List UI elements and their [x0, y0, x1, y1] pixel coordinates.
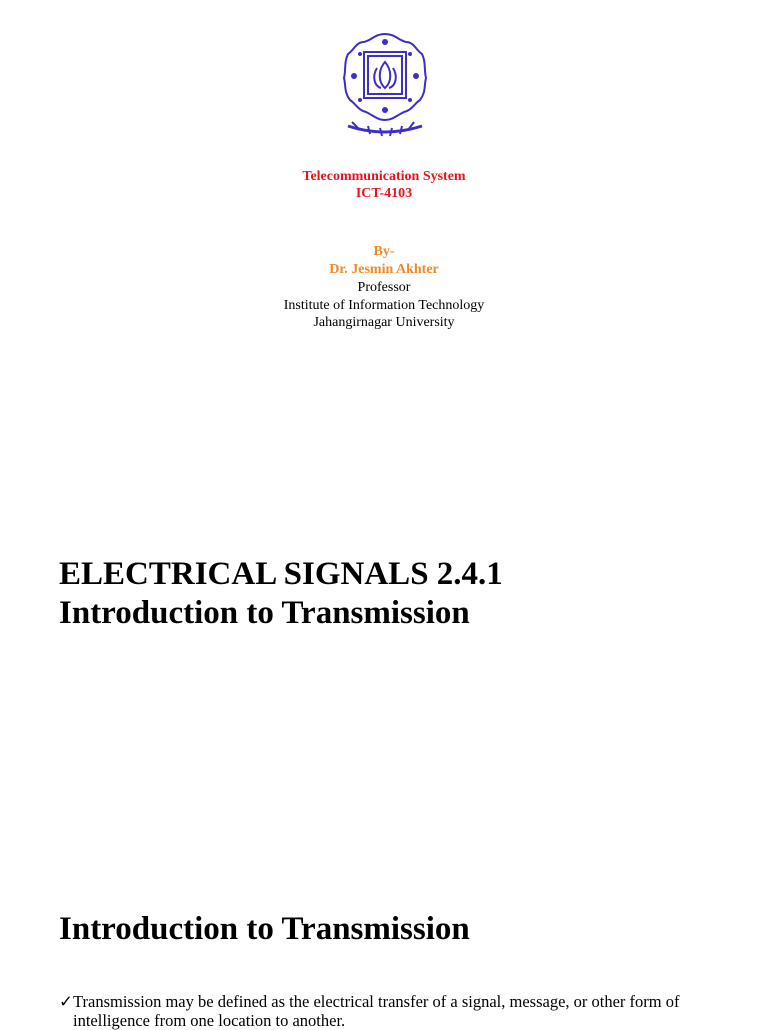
section-heading-line2: Introduction to Transmission: [59, 595, 470, 631]
university-seal-logo: [340, 30, 430, 138]
section-heading: [59, 555, 503, 633]
university-name: Jahangirnagar University: [313, 315, 455, 330]
bullet-item: [59, 992, 699, 1030]
author-position: Professor: [357, 280, 411, 295]
author-block: [0, 243, 768, 279]
institute-name: Institute of Information Technology: [283, 297, 485, 313]
content-title: Introduction to Transmission: [59, 911, 470, 947]
course-name: Telecommunication System: [302, 169, 466, 184]
course-code: ICT-4103: [355, 186, 413, 201]
author-name: Dr. Jesmin Akhter: [329, 262, 439, 277]
by-label: By-: [373, 244, 395, 259]
bullet-text: Transmission may be defined as the electrical transfer of a signal, message, or other form of intelligence from one location to another.: [73, 992, 680, 1030]
section-heading-line1: ELECTRICAL SIGNALS 2.4.1: [59, 556, 503, 592]
course-heading: [0, 168, 768, 202]
checkmark-icon: ✓: [59, 992, 73, 1011]
affiliation-block: [0, 279, 768, 332]
